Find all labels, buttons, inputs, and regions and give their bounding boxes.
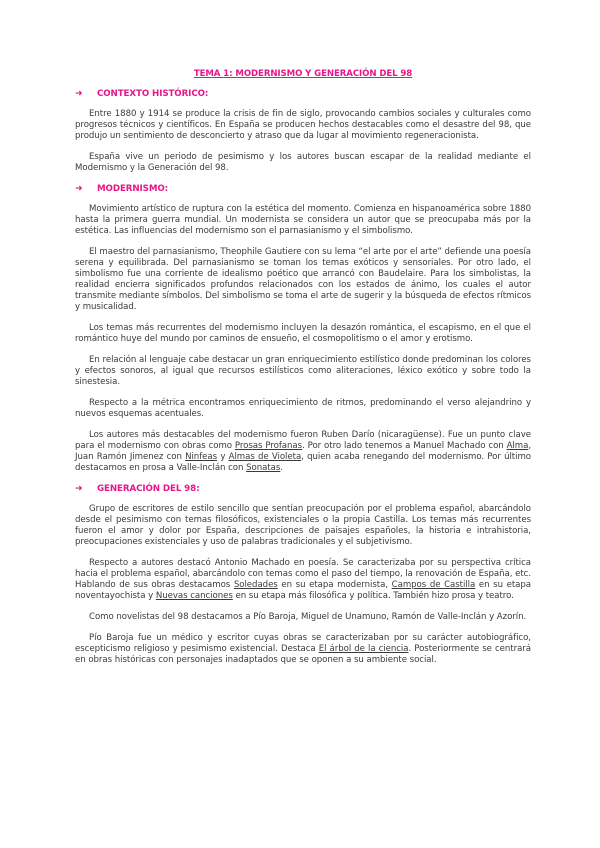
paragraph	[75, 355, 531, 388]
paragraph	[75, 633, 531, 666]
section-heading	[75, 484, 531, 494]
paragraph	[75, 323, 531, 345]
paragraph-text: El maestro del parnasianismo, Theophile Gautiere con su lema “el arte por el arte” defiende una poesía serena y equilibrada. Del parnasianismo se toman los temas exóticos y sensoriales. Por otro lado, el simbolismo fue una corriente de idealismo poético que arrancó con Baudelaire. Para los simbolistas, la realidad encierra significados profundos relacionados con los estados de ánimo, los cuales el autor transmite mediante símbolos. Del simbolismo se toma el arte de sugerir y la búsqueda de efectos rítmicos y musicalidad.	[75, 247, 531, 312]
paragraph-text: Movimiento artístico de ruptura con la estética del momento. Comienza en hispanoamérica sobre 1880 hasta la primera guerra mundial. Un modernista se considera un autor que se preocupaba más por la estética. Las influencias del modernismo son el parnasianismo y el simbolismo.	[75, 204, 531, 236]
paragraph-text: En relación al lenguaje cabe destacar un gran enriquecimiento estilístico donde predominan los colores y efectos sonoros, al igual que recursos estilísticos como aliteraciones, léxico exótico y sobre todo la sinestesia.	[75, 355, 531, 387]
paragraph-text: Respecto a autores destacó Antonio Machado en poesía. Se caracterizaba por su perspectiva crítica hacia el problema español, abarcándolo con temas como el paso del tiempo, la renovación de España, etc. Hablando de sus obras destacamos	[75, 558, 531, 590]
paragraph-text: .	[280, 463, 283, 473]
paragraph	[75, 612, 531, 623]
section-heading	[75, 89, 531, 99]
paragraph-text: Grupo de escritores de estilo sencillo que sentían preocupación por el problema español, abarcándolo desde el pesimismo con temas filosóficos, existenciales o la propia Castilla. Los temas más recurrentes fueron el amor y dolor por España, descripciones de paisajes españoles, la historia e intrahistoria, preocupaciones existenciales y uso de palabras tradicionales y el subjetivismo.	[75, 504, 531, 547]
work-title: Prosas Profanas	[234, 441, 303, 451]
work-title: Sonatas	[246, 463, 281, 473]
paragraph-text: Entre 1880 y 1914 se produce la crisis de fin de siglo, provocando cambios sociales y culturales como progresos técnicos y científicos. En España se producen hechos destacables como el desastre del 98, que produjo un sentimiento de desconcierto y atraso que da lugar al movimiento regeneracionista.	[75, 109, 531, 141]
paragraph-text: , quien acaba renegando del modernismo. Por último destacamos en prosa a Valle-Inclán con	[75, 452, 531, 473]
section-heading-label: CONTEXTO HISTÓRICO:	[97, 89, 209, 99]
arrow-right-icon: ➜	[75, 89, 83, 99]
section-heading-label: GENERACIÓN DEL 98:	[97, 484, 200, 494]
paragraph	[75, 504, 531, 548]
document-title: TEMA 1: MODERNISMO Y GENERACIÓN DEL 98	[193, 69, 413, 79]
paragraph-text: en su etapa más filosófica y política. También hizo prosa y teatro.	[232, 591, 514, 601]
work-title: Soledades	[233, 580, 278, 590]
section-heading	[75, 184, 531, 194]
arrow-right-icon: ➜	[75, 484, 83, 494]
paragraph	[75, 247, 531, 313]
paragraph	[75, 109, 531, 142]
paragraph-text: . Por otro lado tenemos a Manuel Machado con	[302, 441, 507, 451]
work-title: Ninfeas	[185, 452, 218, 462]
document-body	[75, 89, 531, 666]
section-heading-label: MODERNISMO:	[97, 184, 169, 194]
work-title: Campos de Castilla	[391, 580, 476, 590]
paragraph-text: Los temas más recurrentes del modernismo incluyen la desazón romántica, el escapismo, en el que el romántico huye del mundo por caminos de ensueño, el cosmopolitismo o el amor y erotismo.	[75, 323, 531, 344]
work-title: Nuevas canciones	[155, 591, 233, 601]
paragraph-text: Respecto a la métrica encontramos enriquecimiento de ritmos, predominando el verso alejandrino y nuevos esquemas acentuales.	[75, 398, 531, 419]
work-title: Almas de Violeta	[228, 452, 302, 462]
paragraph-text: España vive un periodo de pesimismo y los autores buscan escapar de la realidad mediante el Modernismo y la Generación del 98.	[75, 152, 531, 173]
arrow-right-icon: ➜	[75, 184, 83, 194]
paragraph-text: en su etapa modernista,	[277, 580, 392, 590]
work-title: Alma	[506, 441, 529, 451]
paragraph	[75, 558, 531, 602]
paragraph-text: Como novelistas del 98 destacamos a Pío Baroja, Miguel de Unamuno, Ramón de Valle-Inclán y Azorín.	[89, 612, 527, 622]
paragraph	[75, 430, 531, 474]
paragraph-text: Pío Baroja fue un médico y escritor cuyas obras se caracterizaban por su carácter autobiográfico, escepticismo religioso y pesimismo existencial. Destaca	[75, 633, 531, 654]
paragraph	[75, 204, 531, 237]
paragraph	[75, 398, 531, 420]
paragraph-text: en su etapa noventayochista y	[75, 580, 532, 601]
work-title: El árbol de la ciencia	[318, 644, 409, 654]
paragraph	[75, 152, 531, 174]
paragraph-text: , Juan Ramón Jimenez con	[75, 441, 531, 462]
paragraph-text: y	[217, 452, 229, 462]
paragraph-text: Los autores más destacables del modernismo fueron Ruben Darío (nicaragüense). Fue un punto clave para el modernismo con obras como	[75, 430, 531, 451]
paragraph-text: . Posteriormente se centrará en obras históricas con personajes inadaptados que se oponen a su ambiente social.	[75, 644, 532, 665]
